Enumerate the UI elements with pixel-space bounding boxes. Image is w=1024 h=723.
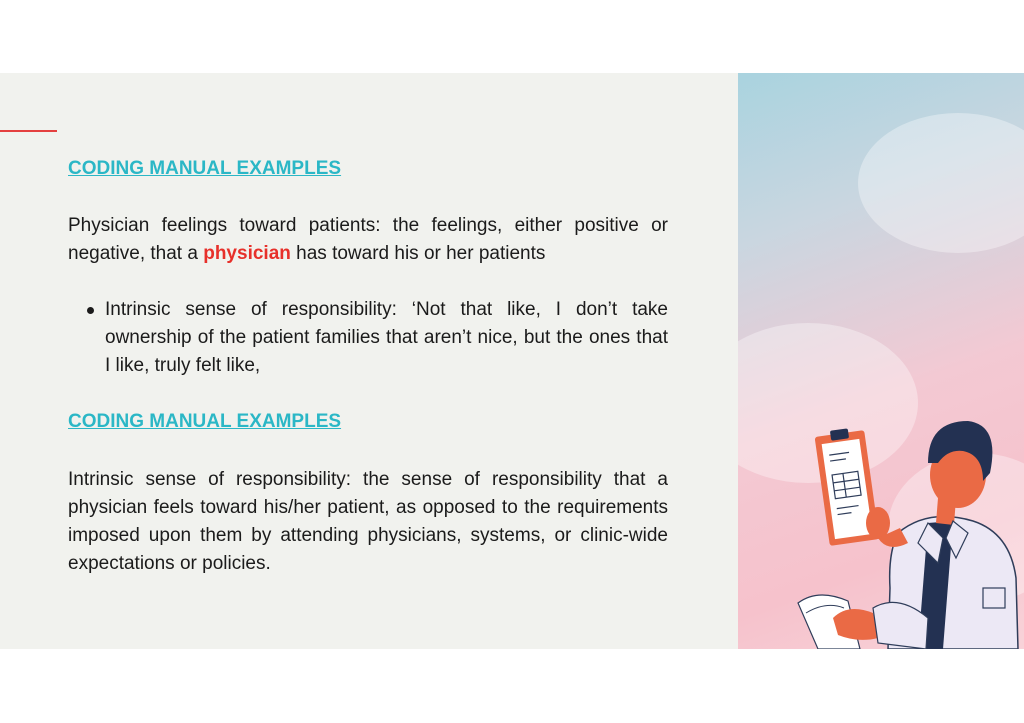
slide [0,73,1024,649]
bullet-text: Intrinsic sense of responsibility: ‘Not that like, I don’t take ownership of the patient families that aren’t nice, but the ones that I like, truly felt like, [105,299,668,376]
bullet-list [68,296,668,380]
definition-paragraph-2: Intrinsic sense of responsibility: the sense of responsibility that a physician feels toward his/her patient, as opposed to the requirements imposed upon them by attending physicians, systems, or clinic-wide expectations or policies. [68,469,668,574]
definition-text-after: has toward his or her patients [290,243,546,264]
cloud-shape [858,113,1024,253]
list-item [68,296,668,380]
definition-paragraph-1 [68,212,668,268]
section-heading-1: CODING MANUAL EXAMPLES [68,158,342,179]
accent-line [0,130,57,132]
definition-text-before: Physician feelings toward patients: the feelings, either positive or negative, that a [68,215,668,264]
section-heading-2: CODING MANUAL EXAMPLES [68,411,342,432]
highlighted-term: physician [203,243,291,264]
decorative-sky-panel [738,73,1024,649]
bullet-dot-icon [87,307,94,314]
doctor-with-clipboard-icon [778,403,1024,649]
slide-content [68,155,668,578]
